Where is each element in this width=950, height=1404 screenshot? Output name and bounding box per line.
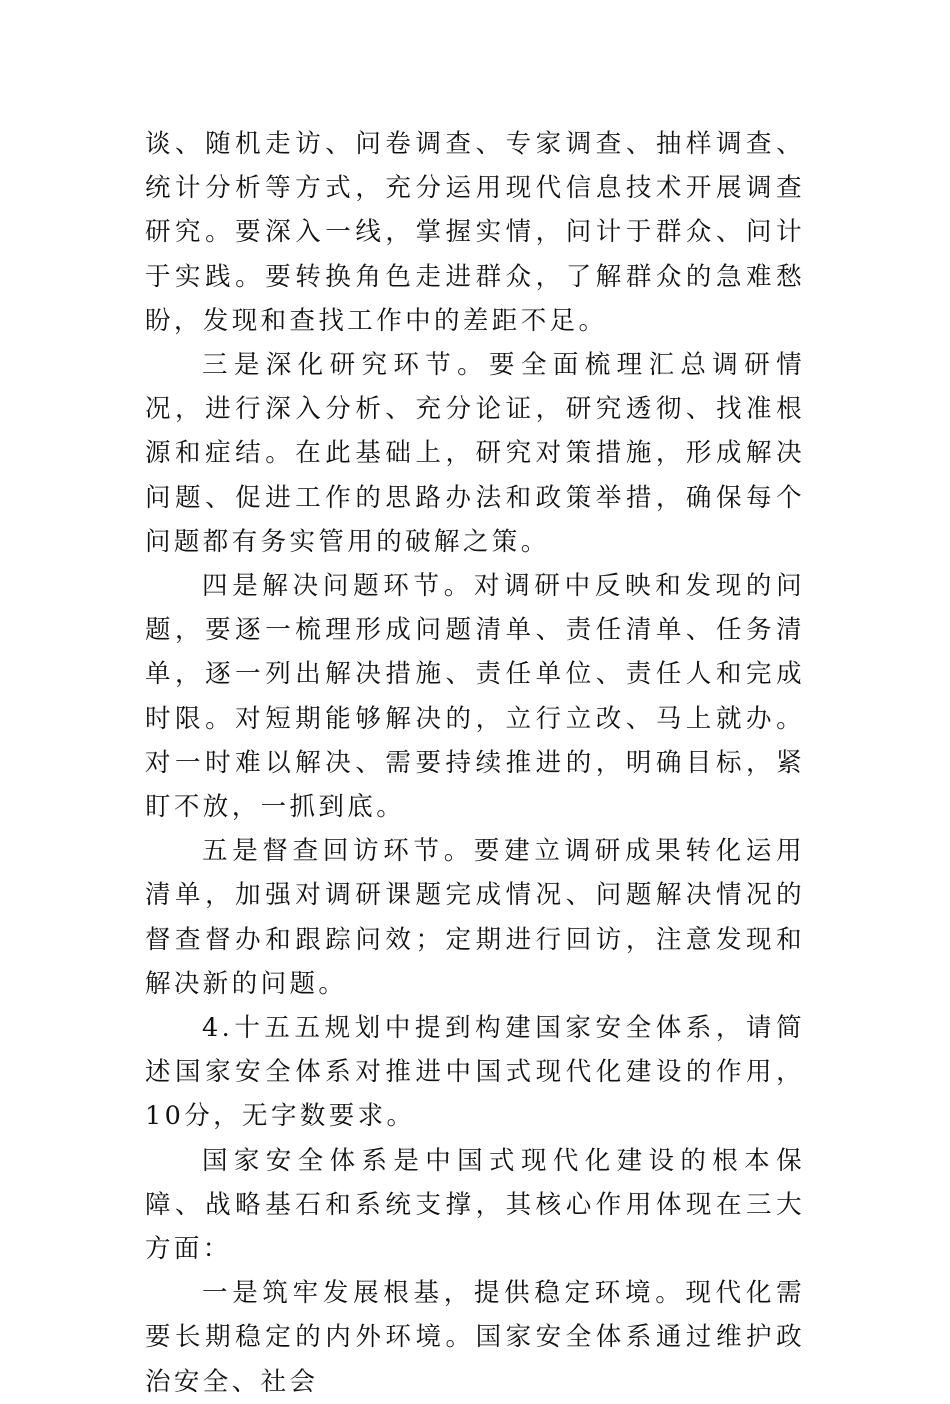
paragraph-answer-intro: 国家安全体系是中国式现代化建设的根本保障、战略基石和系统支撑，其核心作用体现在三大方面： [145,1145,805,1265]
paragraph-question-4: 4.十五五规划中提到构建国家安全体系，请简述国家安全体系对推进中国式现代化建设的作用，10分，无字数要求。 [145,1013,805,1132]
paragraph-supervision-followup: 五是督查回访环节。要建立调研成果转化运用清单，加强对调研课题完成情况、问题解决情况的督查督办和跟踪问效；定期进行回访，注意发现和解决新的问题。 [145,836,805,999]
paragraph-research-methods: 谈、随机走访、问卷调查、专家调查、抽样调查、统计分析等方式，充分运用现代信息技术开展调查研究。要深入一线，掌握实情，问计于群众、问计于实践。要转换角色走进群众，了解群众的急难愁盼，发现和查找工作中的差距不足。 [145,129,805,336]
document-body [145,122,805,1404]
paragraph-deepen-research: 三是深化研究环节。要全面梳理汇总调研情况，进行深入分析、充分论证，研究透彻、找准根源和症结。在此基础上，研究对策措施，形成解决问题、促进工作的思路办法和政策举措，确保每个问题都有务实管用的破解之策。 [145,350,805,557]
paragraph-solve-problems: 四是解决问题环节。对调研中反映和发现的问题，要逐一梳理形成问题清单、责任清单、任务清单，逐一列出解决措施、责任单位、责任人和完成时限。对短期能够解决的，立行立改、马上就办。对一时难以解决、需要持续推进的，明确目标，紧盯不放，一抓到底。 [145,571,805,823]
paragraph-answer-point-1: 一是筑牢发展根基，提供稳定环境。现代化需要长期稳定的内外环境。国家安全体系通过维护政治安全、社会 [145,1278,805,1397]
